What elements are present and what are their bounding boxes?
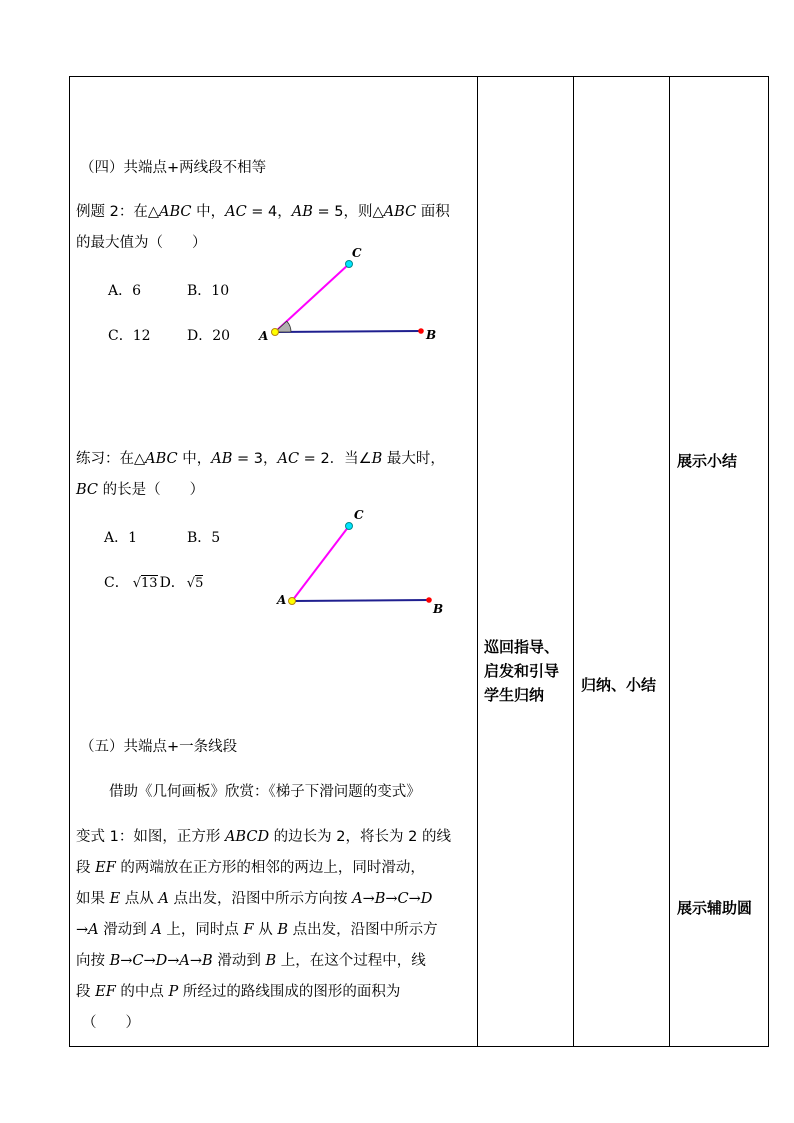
variant1-line2: 段 EF 的两端放在正方形的相邻的两边上，同时滑动，: [76, 860, 425, 876]
variant1-line6: 段 EF 的中点 P 所经过的路线围成的图形的面积为: [76, 984, 401, 1000]
design-intent-aux-circle: 展示辅助圆: [677, 899, 753, 917]
label-b: B: [433, 602, 444, 616]
practice-line2: BC 的长是（ ）: [76, 482, 205, 498]
section5-intro: 借助《几何画板》欣赏：《梯子下滑问题的变式》: [109, 784, 421, 800]
column-divider-1: [477, 77, 478, 1046]
example2-option-d: D．20: [187, 328, 231, 344]
label-c: C: [352, 246, 362, 260]
teacher-activity-line3: 学生归纳: [484, 686, 545, 704]
point-b: [418, 328, 424, 334]
variant1-line4: →A 滑动到 A 上，同时点 F 从 B 点出发，沿图中所示方: [76, 922, 438, 938]
variant1-line1: 变式 1：如图，正方形 ABCD 的边长为 2，将长为 2 的线: [76, 829, 451, 845]
variant1-line3: 如果 E 点从 A 点出发，沿图中所示方向按 A→B→C→D: [76, 891, 433, 907]
point-a: [272, 329, 279, 336]
segment-ab: [275, 331, 421, 332]
column-divider-2: [573, 77, 574, 1046]
practice-option-c-and-d: C． √13 D． √5: [104, 575, 204, 591]
practice-option-a: A．1: [104, 530, 138, 546]
point-b: [426, 597, 432, 603]
teacher-activity-line2: 启发和引导: [484, 662, 560, 680]
student-activity: 归纳、小结: [581, 676, 657, 694]
label-a: A: [259, 329, 269, 343]
variant1-line7: （ ）: [82, 1015, 140, 1031]
example2-option-c: C．12: [108, 328, 151, 344]
label-a: A: [277, 593, 287, 607]
segment-ac: [292, 526, 349, 601]
example2-line1: 例题 2：在△ABC 中，AC = 4，AB = 5，则△ABC 面积: [76, 204, 450, 220]
label-c: C: [354, 508, 364, 522]
point-c: [346, 523, 353, 530]
section4-heading: （四）共端点+两线段不相等: [80, 160, 267, 176]
label-b: B: [426, 328, 437, 342]
example2-option-b: B．10: [187, 283, 230, 299]
practice-option-b: B．5: [187, 530, 221, 546]
point-a: [289, 598, 296, 605]
variant1-line5: 向按 B→C→D→A→B 滑动到 B 上，在这个过程中，线: [76, 953, 426, 969]
teacher-activity-line1: 巡回指导、: [484, 638, 560, 656]
example2-line2: 的最大值为（ ）: [76, 235, 207, 251]
example2-option-a: A．6: [108, 283, 142, 299]
segment-ab: [292, 600, 429, 601]
column-divider-3: [669, 77, 670, 1046]
triangle-figure-1: [250, 240, 450, 350]
practice-line1: 练习：在△ABC 中，AB = 3，AC = 2．当∠B 最大时，: [76, 451, 445, 467]
design-intent-summary: 展示小结: [677, 452, 738, 470]
triangle-figure-2: [270, 505, 460, 620]
section5-heading: （五）共端点+一条线段: [80, 739, 238, 755]
point-c: [346, 261, 353, 268]
